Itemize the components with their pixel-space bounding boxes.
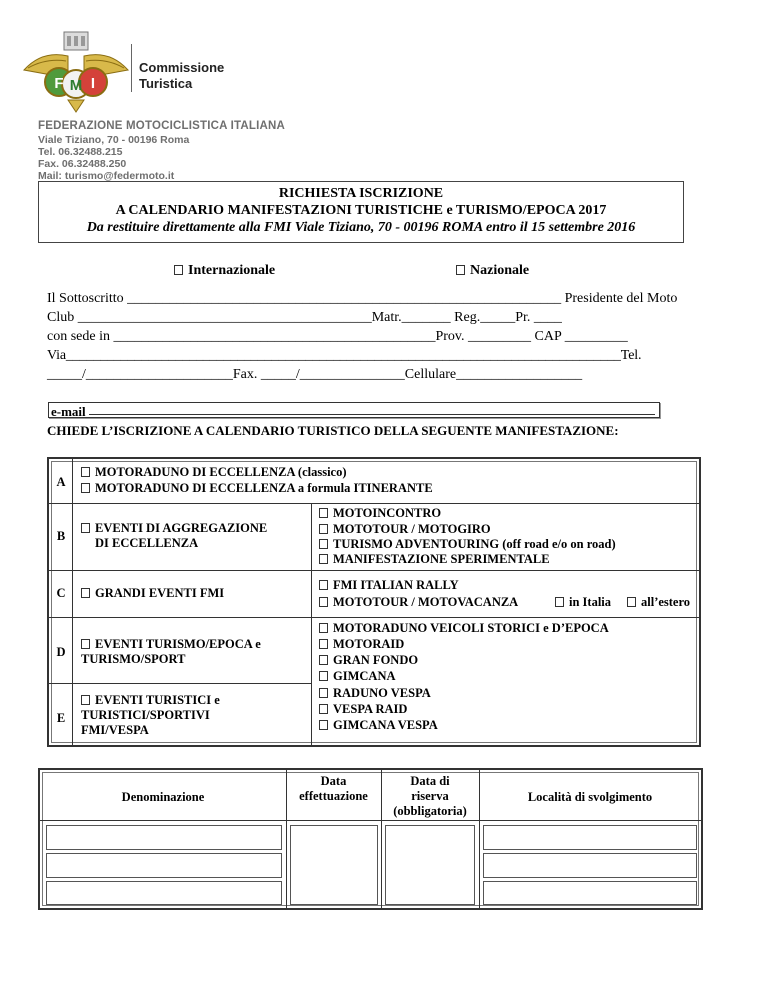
option-b-mototour[interactable]: MOTOTOUR / MOTOGIRO (319, 522, 491, 537)
email-field[interactable] (48, 402, 660, 418)
option-de-vespa-raid[interactable]: VESPA RAID (319, 702, 407, 717)
option-b-adventouring[interactable]: TURISMO ADVENTOURING (off road e/o on road) (319, 537, 616, 552)
title-box (38, 181, 684, 243)
option-a-itinerante[interactable]: MOTORADUNO DI ECCELLENZA a formula ITINERANTE (81, 481, 433, 496)
checkbox-de-motoraid[interactable] (319, 639, 328, 649)
localita-input-1[interactable] (483, 825, 697, 850)
category-letter-d: D (56, 645, 66, 659)
category-b-label[interactable]: EVENTI DI AGGREGAZIONE DI ECCELLENZA (81, 521, 267, 551)
federation-name: FEDERAZIONE MOTOCICLISTICA ITALIANA (38, 120, 286, 132)
option-de-gimcana[interactable]: GIMCANA (319, 669, 396, 684)
fmi-logo (22, 28, 130, 114)
commissione-turistica: Commissione Turistica (131, 44, 224, 92)
header-denominazione: Denominazione (121, 790, 205, 804)
option-de-veicoli-storici[interactable]: MOTORADUNO VEICOLI STORICI e D’EPOCA (319, 621, 609, 636)
header-data-effettuazione: Data effettuazione (299, 774, 368, 803)
checkbox-a-classico[interactable] (81, 467, 90, 477)
svg-text:I: I (90, 75, 96, 92)
denominazione-input-2[interactable] (46, 853, 282, 878)
option-de-gran-fondo[interactable]: GRAN FONDO (319, 653, 418, 668)
localita-input-3[interactable] (483, 881, 697, 905)
category-letter-c: C (56, 586, 66, 600)
option-c-in-italia[interactable]: in Italia (555, 595, 611, 610)
checkbox-e[interactable] (81, 695, 90, 705)
form-line-via[interactable]: Via_________________________________________________________________________________Tel. (47, 348, 642, 363)
internazionale-checkbox[interactable] (174, 265, 183, 275)
address: Viale Tiziano, 70 - 00196 Roma (38, 134, 190, 146)
category-letter-e: E (56, 711, 66, 725)
checkbox-c[interactable] (81, 588, 90, 598)
nazionale-checkbox[interactable] (456, 265, 465, 275)
option-de-raduno-vespa[interactable]: RADUNO VESPA (319, 686, 431, 701)
nazionale-option[interactable] (456, 263, 529, 279)
email-label: e-mail (51, 404, 86, 419)
checkbox-c-all-estero[interactable] (627, 597, 636, 607)
option-c-motovacanza[interactable]: MOTOTOUR / MOTOVACANZA (319, 595, 518, 610)
checkbox-b[interactable] (81, 523, 90, 533)
option-c-all-estero[interactable]: all’estero (627, 595, 690, 610)
checkbox-de-gimcana-vespa[interactable] (319, 720, 328, 730)
fax: Fax. 06.32488.250 (38, 158, 127, 170)
form-line-sede[interactable]: con sede in ______________________________________________Prov. _________ CAP _________ (47, 329, 628, 344)
svg-text:F: F (54, 75, 64, 92)
checkbox-c-italian-rally[interactable] (319, 580, 328, 590)
checkbox-c-motovacanza[interactable] (319, 597, 328, 607)
chiede-heading: CHIEDE L’ISCRIZIONE A CALENDARIO TURISTICO DELLA SEGUENTE MANIFESTAZIONE: (47, 423, 619, 438)
option-b-motoincontro[interactable]: MOTOINCONTRO (319, 506, 441, 521)
option-de-motoraid[interactable]: MOTORAID (319, 637, 404, 652)
form-line-sottoscritto[interactable]: Il Sottoscritto ______________________________________________________________ Presidente del Moto (47, 291, 678, 306)
category-d-label[interactable]: EVENTI TURISMO/EPOCA e TURISMO/SPORT (81, 637, 261, 666)
denominazione-input-3[interactable] (46, 881, 282, 905)
category-letter-b: B (56, 529, 66, 543)
checkbox-b-motoincontro[interactable] (319, 508, 328, 518)
internazionale-option[interactable] (174, 263, 275, 279)
checkbox-de-gimcana[interactable] (319, 671, 328, 681)
category-table (47, 457, 701, 747)
option-c-italian-rally[interactable]: FMI ITALIAN RALLY (319, 578, 459, 593)
telephone: Tel. 06.32488.215 (38, 146, 123, 158)
data-riserva-input[interactable] (385, 825, 475, 905)
checkbox-de-vespa-raid[interactable] (319, 704, 328, 714)
checkbox-de-gran-fondo[interactable] (319, 655, 328, 665)
event-details-table (38, 768, 703, 910)
option-a-classico[interactable]: MOTORADUNO DI ECCELLENZA (classico) (81, 465, 347, 480)
svg-text:M: M (69, 77, 83, 94)
internazionale-label: Internazionale (188, 263, 276, 278)
checkbox-b-mototour[interactable] (319, 524, 328, 534)
nazionale-label: Nazionale (470, 263, 530, 278)
header-data-riserva: Data di riserva (obbligatoria) (393, 774, 467, 818)
checkbox-de-raduno-vespa[interactable] (319, 688, 328, 698)
form-line-club[interactable]: Club __________________________________________Matr._______ Reg._____Pr. ____ (47, 310, 562, 325)
title-line-3: Da restituire direttamente alla FMI Viale Tiziano, 70 - 00196 ROMA entro il 15 settembre 2016 (86, 220, 636, 235)
category-e-label[interactable]: EVENTI TURISTICI e TURISTICI/SPORTIVI FMI/VESPA (81, 693, 220, 737)
checkbox-d[interactable] (81, 639, 90, 649)
header-localita: Località di svolgimento (527, 790, 653, 804)
category-letter-a: A (56, 475, 66, 489)
checkbox-b-adventouring[interactable] (319, 539, 328, 549)
checkbox-de-veicoli-storici[interactable] (319, 623, 328, 633)
data-effettuazione-input[interactable] (290, 825, 378, 905)
checkbox-a-itinerante[interactable] (81, 483, 90, 493)
email-underline (89, 414, 655, 415)
email-address: Mail: turismo@federmoto.it (38, 170, 175, 182)
checkbox-c-in-italia[interactable] (555, 597, 564, 607)
title-line-1: RICHIESTA ISCRIZIONE (278, 186, 444, 201)
category-c-label[interactable]: GRANDI EVENTI FMI (81, 586, 224, 601)
denominazione-input-1[interactable] (46, 825, 282, 850)
option-b-sperimentale[interactable]: MANIFESTAZIONE SPERIMENTALE (319, 552, 550, 567)
checkbox-b-sperimentale[interactable] (319, 554, 328, 564)
title-line-2: A CALENDARIO MANIFESTAZIONI TURISTICHE e TURISMO/EPOCA 2017 (115, 203, 607, 218)
localita-input-2[interactable] (483, 853, 697, 878)
option-de-gimcana-vespa[interactable]: GIMCANA VESPA (319, 718, 438, 733)
form-line-tel-fax[interactable]: _____/_____________________Fax. _____/_______________Cellulare__________________ (47, 367, 583, 382)
